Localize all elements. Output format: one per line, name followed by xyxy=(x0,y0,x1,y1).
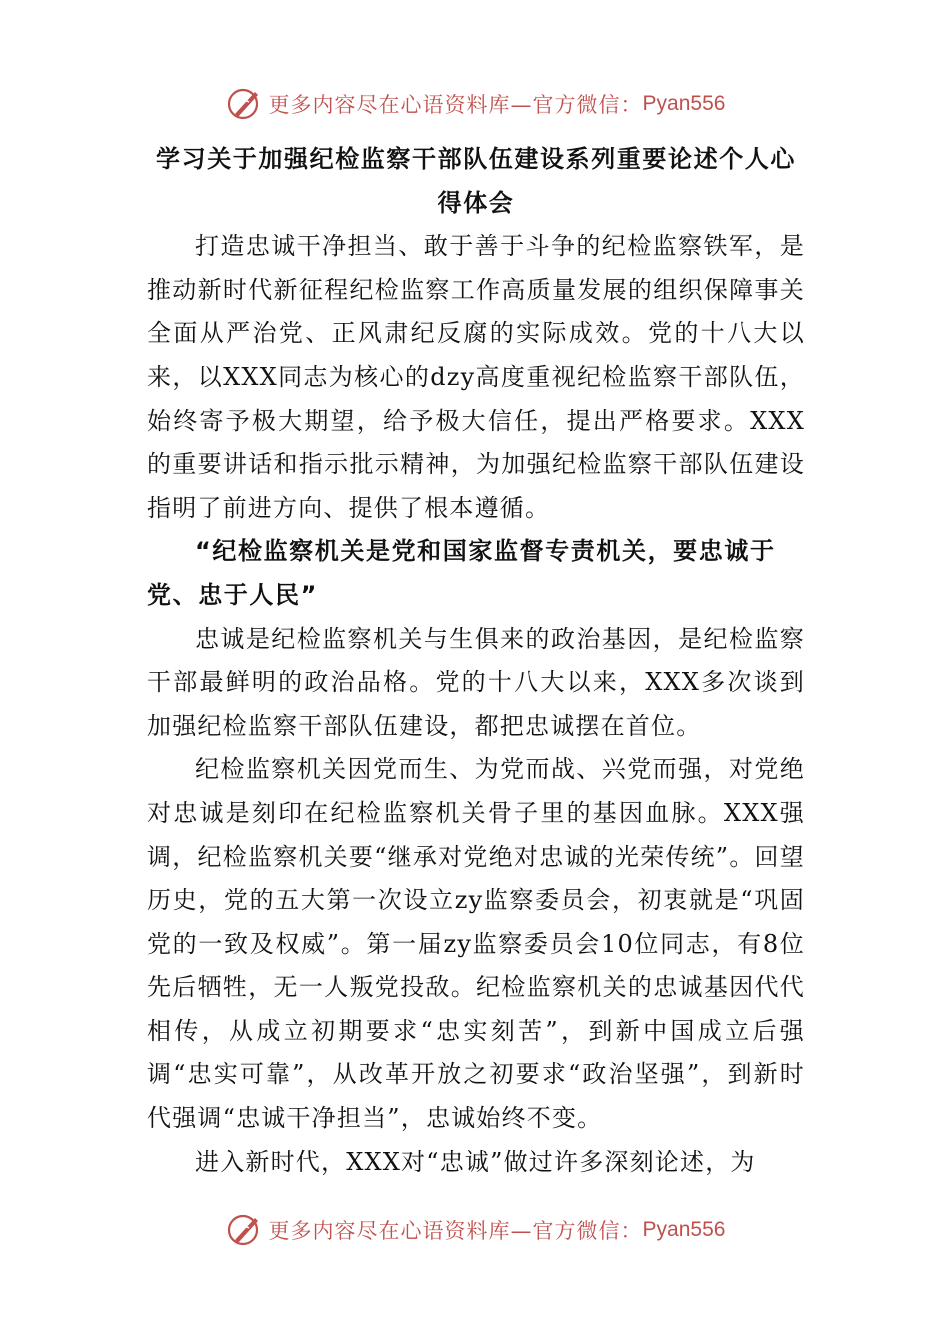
paragraph-intro: 打造忠诚干净担当、敢于善于斗争的纪检监察铁军，是推动新时代新征程纪检监察工作高质量发展的组织保障事关全面从严治党、正风肃纪反腐的实际成效。党的十八大以来，以XXX同志为核心的dzy高度重视纪检监察干部队伍，始终寄予极大期望，给予极大信任，提出严格要求。XXX的重要讲话和指示批示精神，为加强纪检监察干部队伍建设指明了前进方向、提供了根本遵循。 xyxy=(147,232,805,522)
pen-logo-icon xyxy=(225,84,265,124)
footer-watermark xyxy=(0,1210,950,1250)
paragraph-history: 纪检监察机关因党而生、为党而战、兴党而强，对党绝对忠诚是刻印在纪检监察机关骨子里的基因血脉。XXX强调，纪检监察机关要“继承对党绝对忠诚的光荣传统”。回望历史，党的五大第一次设立zy监察委员会，初衷就是“巩固党的一致及权威”。第一届zy监察委员会10位同志，有8位先后牺牲，无一人叛党投敌。纪检监察机关的忠诚基因代代相传，从成立初期要求“忠实刻苦”，到新中国成立后强调“忠实可靠”，从改革开放之初要求“政治坚强”，到新时代强调“忠诚干净担当”，忠诚始终不变。 xyxy=(147,755,805,1133)
watermark-text: 更多内容尽在心语资料库—官方微信： xyxy=(268,93,643,117)
paragraph-new-era: 进入新时代，XXX对“忠诚”做过许多深刻论述，为 xyxy=(195,1147,756,1176)
header-watermark xyxy=(0,84,950,124)
document-title: 学习关于加强纪检监察干部队伍建设系列重要论述个人心得体会 xyxy=(156,145,796,217)
watermark-text: 更多内容尽在心语资料库—官方微信： xyxy=(268,1219,643,1243)
watermark-handle: Pyan556 xyxy=(642,92,726,115)
document-body xyxy=(147,138,805,1184)
watermark-handle: Pyan556 xyxy=(642,1218,726,1241)
pen-logo-icon xyxy=(225,1210,265,1250)
section-heading: “纪检监察机关是党和国家监督专责机关，要忠诚于党、忠于人民” xyxy=(147,537,776,609)
paragraph-loyalty: 忠诚是纪检监察机关与生俱来的政治基因，是纪检监察干部最鲜明的政治品格。党的十八大以来，XXX多次谈到加强纪检监察干部队伍建设，都把忠诚摆在首位。 xyxy=(147,624,805,740)
